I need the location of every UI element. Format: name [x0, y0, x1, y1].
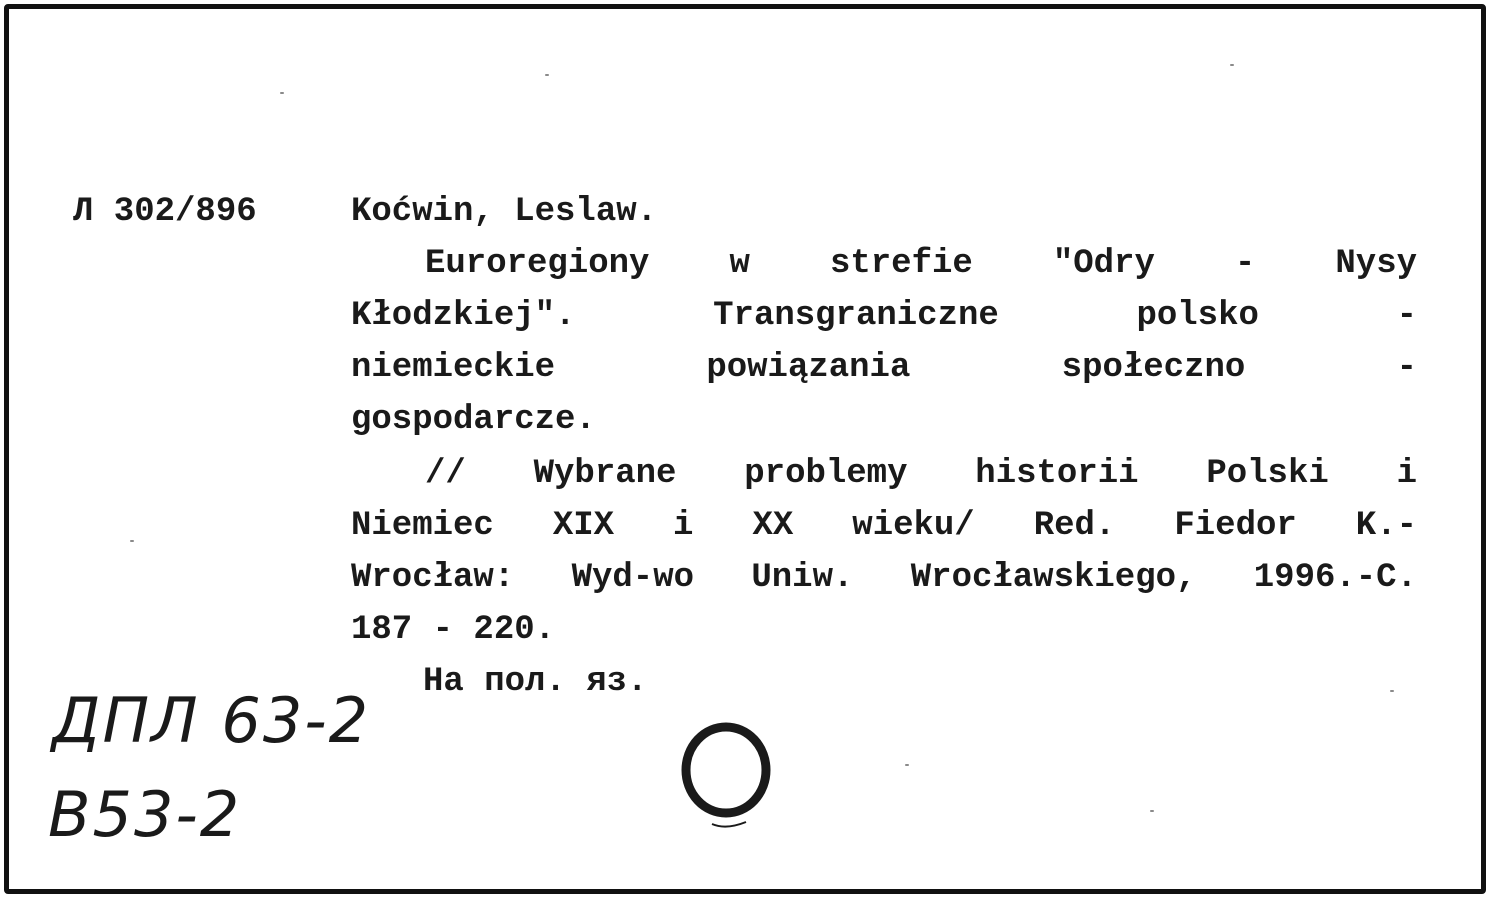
title-line-2: Kłodzkiej". Transgraniczne polsko -	[351, 297, 1417, 335]
title-line-1: Euroregiony w strefie "Odry - Nysy	[425, 245, 1417, 283]
handwritten-shelfmark-2: B53-2	[48, 778, 242, 851]
paper-speck	[905, 764, 909, 766]
paper-speck	[280, 92, 284, 94]
paper-speck	[130, 540, 134, 542]
language-note: На пол. яз.	[423, 663, 648, 701]
source-line-1: // Wybrane problemy historii Polski i	[425, 455, 1417, 493]
title-line-3: niemieckie powiązania społeczno -	[351, 349, 1417, 387]
pages-line: 187 - 220.	[351, 611, 556, 649]
paper-speck	[1390, 690, 1394, 692]
paper-speck	[545, 74, 549, 76]
punch-hole-circle	[676, 712, 776, 832]
paper-speck	[1150, 810, 1154, 812]
call-number: Л 302/896	[73, 193, 257, 231]
source-line-2: Niemiec XIX i XX wieku/ Red. Fiedor K.-	[351, 507, 1417, 545]
author-name: Koćwin, Leslaw.	[351, 193, 658, 231]
handwritten-shelfmark-1: ДПЛ 63-2	[52, 684, 371, 757]
title-line-4: gospodarcze.	[351, 401, 596, 439]
paper-speck	[1230, 64, 1234, 66]
source-line-3: Wrocław: Wyd-wo Uniw. Wrocławskiego, 1996.-C.	[351, 559, 1417, 597]
